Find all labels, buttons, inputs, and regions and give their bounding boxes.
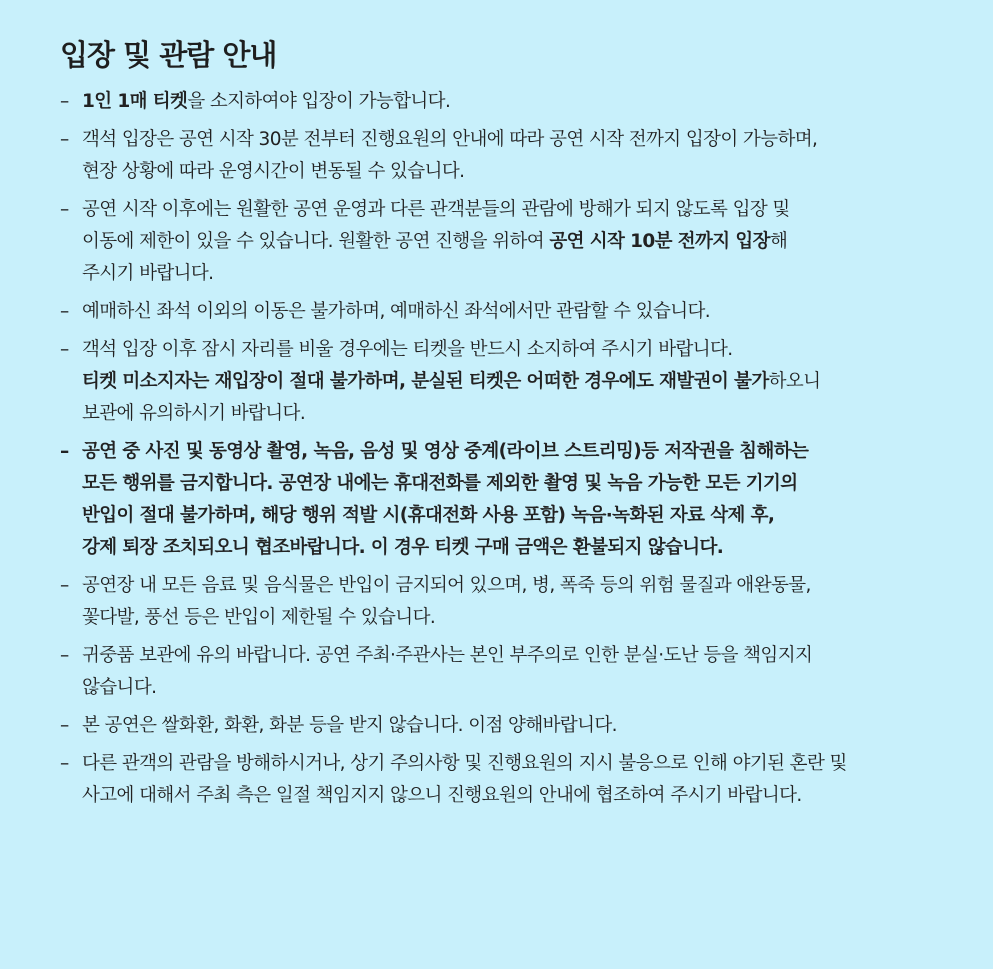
notice-item xyxy=(60,748,953,812)
notice-line xyxy=(82,780,953,812)
notice-item xyxy=(60,194,953,290)
notice-line xyxy=(82,86,953,118)
notice-text-bold: 티켓 미소지자는 재입장이 절대 불가하며, 분실된 티켓은 어떠한 경우에도 재발권이 불가 xyxy=(82,371,769,392)
notice-text: 이동에 제한이 있을 수 있습니다. 원활한 공연 진행을 위하여 xyxy=(82,231,550,252)
notice-text-bold: 공연 중 사진 및 동영상 촬영, 녹음, 음성 및 영상 중계(라이브 스트리밍)등 저작권을 침해하는 xyxy=(82,441,809,462)
notice-item xyxy=(60,640,953,704)
bullet-dash: – xyxy=(60,715,69,736)
notice-text-bold: 1인 1매 티켓 xyxy=(82,91,188,112)
notice-line xyxy=(82,226,953,258)
notice-item xyxy=(60,436,953,564)
notice-text: 현장 상황에 따라 운영시간이 변동될 수 있습니다. xyxy=(82,161,465,182)
bullet-dash: – xyxy=(60,301,69,322)
notice-text: 보관에 유의하시기 바랍니다. xyxy=(82,403,306,424)
bullet-dash: – xyxy=(60,91,69,112)
notice-line xyxy=(82,570,953,602)
notice-text: 하오니 xyxy=(768,371,821,392)
bullet-dash: – xyxy=(60,199,69,220)
notice-text: 을 소지하여야 입장이 가능합니다. xyxy=(187,91,451,112)
notice-text: 공연장 내 모든 음료 및 음식물은 반입이 금지되어 있으며, 병, 폭죽 등의 위험 물질과 애완동물, xyxy=(82,575,811,596)
bullet-dash: – xyxy=(60,339,69,360)
notice-line xyxy=(82,748,953,780)
notice-text-bold: 반입이 절대 불가하며, 해당 행위 적발 시(휴대전화 사용 포함) 녹음·녹화된 자료 삭제 후, xyxy=(82,505,775,526)
bullet-dash: – xyxy=(60,645,69,666)
notice-text: 주시기 바랍니다. xyxy=(82,263,214,284)
notice-line xyxy=(82,436,953,468)
notice-line xyxy=(82,156,953,188)
notice-line xyxy=(82,468,953,500)
notice-item xyxy=(60,570,953,634)
notice-text: 본 공연은 쌀화환, 화환, 화분 등을 받지 않습니다. 이점 양해바랍니다. xyxy=(82,715,617,736)
notice-line xyxy=(82,640,953,672)
notice-text-bold: 강제 퇴장 조치되오니 협조바랍니다. 이 경우 티켓 구매 금액은 환불되지 않습니다. xyxy=(82,537,724,558)
notice-line xyxy=(82,334,953,366)
notice-text: 예매하신 좌석 이외의 이동은 불가하며, 예매하신 좌석에서만 관람할 수 있습니다. xyxy=(82,301,711,322)
notice-text-bold: 모든 행위를 금지합니다. 공연장 내에는 휴대전화를 제외한 촬영 및 녹음 가능한 모든 기기의 xyxy=(82,473,798,494)
notice-line xyxy=(82,194,953,226)
page-title: 입장 및 관람 안내 xyxy=(60,38,277,72)
notice-line xyxy=(82,366,953,398)
notice-text: 귀중품 보관에 유의 바랍니다. 공연 주최·주관사는 본인 부주의로 인한 분실·도난 등을 책임지지 xyxy=(82,645,813,666)
notice-line xyxy=(82,602,953,634)
notice-line xyxy=(82,672,953,704)
bullet-dash: – xyxy=(60,575,69,596)
notice-line xyxy=(82,532,953,564)
bullet-dash: – xyxy=(60,129,69,150)
bullet-dash: – xyxy=(60,753,69,774)
notice-list xyxy=(60,86,953,812)
notice-line xyxy=(82,710,953,742)
notice-text: 다른 관객의 관람을 방해하시거나, 상기 주의사항 및 진행요원의 지시 불응으로 인해 야기된 혼란 및 xyxy=(82,753,847,774)
notice-line xyxy=(82,258,953,290)
notice-text: 공연 시작 이후에는 원활한 공연 운영과 다른 관객분들의 관람에 방해가 되지 않도록 입장 및 xyxy=(82,199,790,220)
notice-line xyxy=(82,296,953,328)
notice-text: 객석 입장 이후 잠시 자리를 비울 경우에는 티켓을 반드시 소지하여 주시기 바랍니다. xyxy=(82,339,733,360)
notice-line xyxy=(82,398,953,430)
notice-text: 사고에 대해서 주최 측은 일절 책임지지 않으니 진행요원의 안내에 협조하여 주시기 바랍니다. xyxy=(82,785,802,806)
notice-item xyxy=(60,86,953,118)
notice-line xyxy=(82,500,953,532)
bullet-dash: – xyxy=(60,441,69,462)
notice-item xyxy=(60,334,953,430)
notice-text: 해 xyxy=(769,231,788,252)
notice-text: 꽃다발, 풍선 등은 반입이 제한될 수 있습니다. xyxy=(82,607,436,628)
notice-item xyxy=(60,710,953,742)
notice-item xyxy=(60,296,953,328)
notice-item xyxy=(60,124,953,188)
notice-text: 않습니다. xyxy=(82,677,157,698)
notice-text-bold: 공연 시작 10분 전까지 입장 xyxy=(549,231,770,252)
notice-line xyxy=(82,124,953,156)
notice-text: 객석 입장은 공연 시작 30분 전부터 진행요원의 안내에 따라 공연 시작 전까지 입장이 가능하며, xyxy=(82,129,818,150)
